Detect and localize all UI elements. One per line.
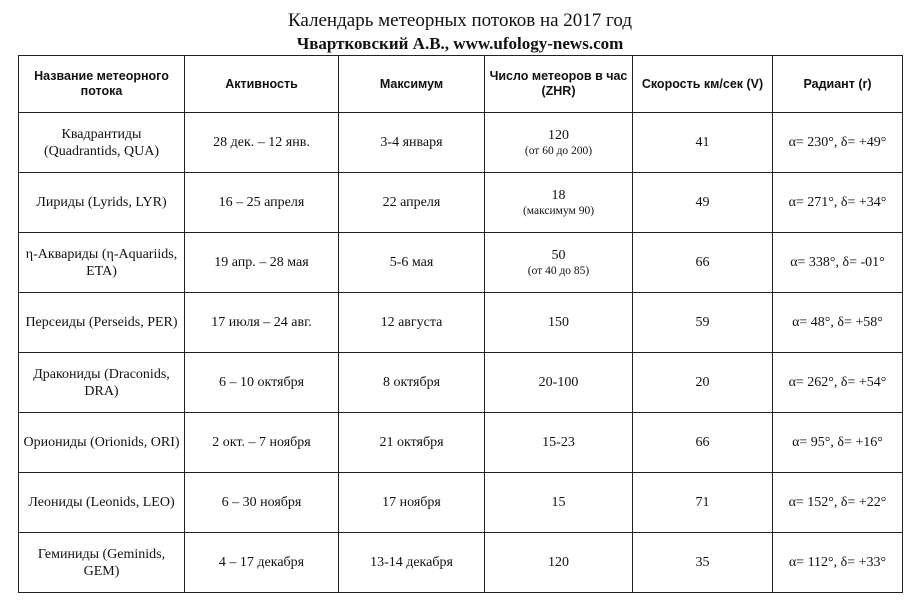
cell-radiant: α= 48°, δ= +58° xyxy=(773,293,903,353)
cell-maximum: 8 октября xyxy=(339,353,485,413)
cell-zhr xyxy=(485,293,633,353)
cell-name: Персеиды (Perseids, PER) xyxy=(19,293,185,353)
cell-zhr xyxy=(485,353,633,413)
cell-radiant: α= 95°, δ= +16° xyxy=(773,413,903,473)
cell-zhr xyxy=(485,233,633,293)
header-speed: Скорость км/сек (V) xyxy=(633,56,773,113)
cell-name: Дракониды (Draconids, DRA) xyxy=(19,353,185,413)
cell-zhr xyxy=(485,533,633,593)
cell-zhr-value: 120 xyxy=(548,128,569,143)
cell-maximum: 5-6 мая xyxy=(339,233,485,293)
cell-zhr-value: 50 xyxy=(551,248,566,263)
table-header-row xyxy=(19,56,903,113)
cell-speed: 59 xyxy=(633,293,773,353)
cell-name: Квадрантиды (Quadrantids, QUA) xyxy=(19,113,185,173)
cell-speed: 66 xyxy=(633,413,773,473)
table-body xyxy=(19,113,903,593)
cell-activity: 16 – 25 апреля xyxy=(185,173,339,233)
cell-activity: 6 – 30 ноября xyxy=(185,473,339,533)
page-subtitle: Чвартковский А.В., www.ufology-news.com xyxy=(296,34,624,53)
cell-radiant: α= 230°, δ= +49° xyxy=(773,113,903,173)
page-title: Календарь метеорных потоков на 2017 год xyxy=(288,10,632,31)
cell-speed: 35 xyxy=(633,533,773,593)
cell-activity: 6 – 10 октября xyxy=(185,353,339,413)
cell-zhr-note: (максимум 90) xyxy=(522,205,595,217)
cell-maximum: 21 октября xyxy=(339,413,485,473)
cell-maximum: 17 ноября xyxy=(339,473,485,533)
cell-speed: 71 xyxy=(633,473,773,533)
cell-zhr-note: (от 60 до 200) xyxy=(524,145,593,157)
cell-speed: 41 xyxy=(633,113,773,173)
cell-speed: 66 xyxy=(633,233,773,293)
meteor-showers-table xyxy=(18,55,903,593)
cell-zhr-value: 20-100 xyxy=(538,375,579,390)
header-maximum: Максимум xyxy=(339,56,485,113)
cell-radiant: α= 112°, δ= +33° xyxy=(773,533,903,593)
cell-maximum: 13-14 декабря xyxy=(339,533,485,593)
cell-zhr-value: 150 xyxy=(548,315,569,330)
cell-radiant: α= 271°, δ= +34° xyxy=(773,173,903,233)
cell-radiant: α= 338°, δ= -01° xyxy=(773,233,903,293)
cell-radiant: α= 152°, δ= +22° xyxy=(773,473,903,533)
header-zhr: Число метеоров в час (ZHR) xyxy=(485,56,633,113)
cell-zhr-note: (от 40 до 85) xyxy=(527,265,590,277)
header-name: Название метеорного потока xyxy=(19,56,185,113)
cell-zhr-value: 15-23 xyxy=(542,435,575,450)
table-row xyxy=(19,173,903,233)
cell-activity: 28 дек. – 12 янв. xyxy=(185,113,339,173)
cell-name: Лириды (Lyrids, LYR) xyxy=(19,173,185,233)
cell-activity: 4 – 17 декабря xyxy=(185,533,339,593)
cell-zhr xyxy=(485,173,633,233)
cell-name: Геминиды (Geminids, GEM) xyxy=(19,533,185,593)
cell-zhr xyxy=(485,413,633,473)
header-activity: Активность xyxy=(185,56,339,113)
table-row xyxy=(19,293,903,353)
cell-maximum: 12 августа xyxy=(339,293,485,353)
header-radiant: Радиант (r) xyxy=(773,56,903,113)
cell-name: Ориониды (Orionids, ORI) xyxy=(19,413,185,473)
table-row xyxy=(19,473,903,533)
cell-maximum: 22 апреля xyxy=(339,173,485,233)
cell-radiant: α= 262°, δ= +54° xyxy=(773,353,903,413)
table-row xyxy=(19,413,903,473)
cell-zhr xyxy=(485,113,633,173)
cell-maximum: 3-4 января xyxy=(339,113,485,173)
cell-name: η-Аквариды (η-Aquariids, ETA) xyxy=(19,233,185,293)
table-row xyxy=(19,113,903,173)
cell-activity: 19 апр. – 28 мая xyxy=(185,233,339,293)
cell-zhr-value: 18 xyxy=(551,188,566,203)
table-row xyxy=(19,233,903,293)
cell-activity: 2 окт. – 7 ноября xyxy=(185,413,339,473)
cell-name: Леониды (Leonids, LEO) xyxy=(19,473,185,533)
cell-activity: 17 июля – 24 авг. xyxy=(185,293,339,353)
table-row xyxy=(19,353,903,413)
cell-zhr-value: 15 xyxy=(551,495,566,510)
cell-zhr-value: 120 xyxy=(548,555,569,570)
cell-speed: 20 xyxy=(633,353,773,413)
table-row xyxy=(19,533,903,593)
cell-speed: 49 xyxy=(633,173,773,233)
cell-zhr xyxy=(485,473,633,533)
